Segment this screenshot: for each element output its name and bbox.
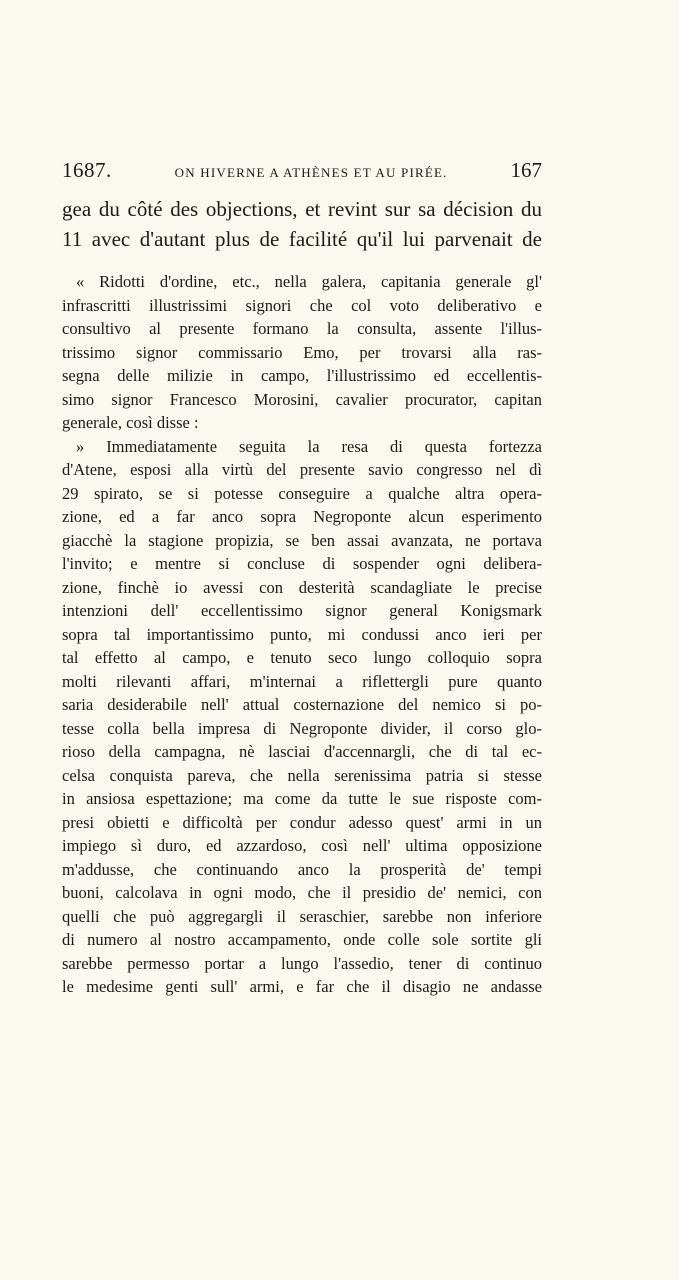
main-text-line: gea du côté des objections, et revint sur sa décision du — [62, 197, 542, 221]
quote-line: m'addusse, che continuando anco la prosperità de' tempi — [62, 859, 542, 879]
quote-line: zione, finchè io avessi con desterità scandagliate le precise — [62, 577, 542, 597]
quote-line: » Immediatamente seguita la resa di questa fortezza — [76, 436, 542, 456]
quote-line: sopra tal importantissimo punto, mi condussi anco ieri per — [62, 624, 542, 644]
quote-line: giacchè la stagione propizia, se ben assai avanzata, ne portava — [62, 530, 542, 550]
main-text-line: 11 avec d'autant plus de facilité qu'il lui parvenait de — [62, 227, 542, 251]
quote-line: quelli che può aggregargli il seraschier, sarebbe non inferiore — [62, 906, 542, 926]
quote-line: zione, ed a far anco sopra Negroponte alcun esperimento — [62, 507, 542, 526]
quote-line: le medesime genti sull' armi, e far che il disagio ne andasse — [62, 977, 542, 996]
quote-line: saria desiderabile nell' attual costernazione del nemico si po- — [62, 695, 542, 714]
main-text — [62, 194, 542, 254]
quote-line: buoni, calcolava in ogni modo, che il presidio de' nemici, con — [62, 883, 542, 902]
quote-line: impiego sì duro, ed azzardoso, così nell' ultima opposizione — [62, 836, 542, 855]
quote-line: 29 spirato, se si potesse conseguire a qualche altra opera- — [62, 483, 542, 503]
quoted-document — [62, 270, 542, 999]
quote-line: celsa conquista pareva, che nella serenissima patria si stesse — [62, 765, 542, 785]
quote-line: generale, così disse : — [62, 413, 199, 432]
quote-line: segna delle milizie in campo, l'illustrissimo ed eccellentis- — [62, 366, 542, 385]
quote-line: infrascritti illustrissimi signori che col voto deliberativo e — [62, 295, 542, 315]
quote-line: trissimo signor commissario Emo, per trovarsi alla ras- — [62, 342, 542, 362]
page-number: 167 — [510, 158, 542, 182]
running-head-year: 1687. — [62, 158, 112, 182]
quote-line: presi obietti e difficoltà per condur adesso quest' armi in un — [62, 812, 542, 832]
quote-line: tal effetto al campo, e tenuto seco lungo colloquio sopra — [62, 648, 542, 667]
running-head — [62, 158, 542, 188]
running-head-title: ON HIVERNE A ATHÈNES ET AU PIRÉE. — [174, 165, 448, 180]
quote-line: « Ridotti d'ordine, etc., nella galera, capitania generale gl' — [76, 272, 542, 291]
quote-line: in ansiosa espettazione; ma come da tutte le sue risposte com- — [62, 789, 542, 808]
quote-line: tesse colla bella impresa di Negroponte divider, il corso glo- — [62, 718, 542, 738]
quote-line: simo signor Francesco Morosini, cavalier procurator, capitan — [62, 389, 542, 409]
quote-line: molti rilevanti affari, m'internai a riflettergli pure quanto — [62, 671, 542, 691]
quote-line: l'invito; e mentre si concluse di sospender ogni delibera- — [62, 554, 542, 573]
quote-line: di numero al nostro accampamento, onde colle sole sortite gli — [62, 930, 542, 949]
quote-line: consultivo al presente formano la consulta, assente l'illus- — [62, 319, 542, 338]
quote-line: sarebbe permesso portar a lungo l'assedio, tener di continuo — [62, 953, 542, 973]
quote-line: rioso della campagna, nè lasciai d'accennargli, che di tal ec- — [62, 742, 542, 761]
quote-line: intenzioni dell' eccellentissimo signor general Konigsmark — [62, 601, 542, 620]
quote-line: d'Atene, esposi alla virtù del presente savio congresso nel dì — [62, 460, 542, 479]
